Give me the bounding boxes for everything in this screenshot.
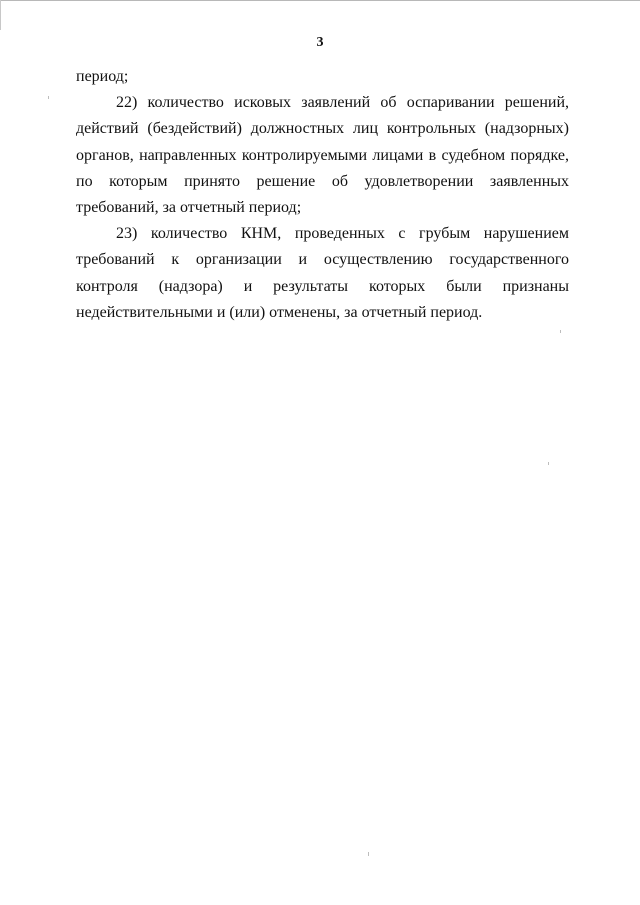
page-number: 3 bbox=[316, 35, 324, 50]
scan-speck bbox=[548, 462, 549, 465]
paragraph-item-23: 23) количество КНМ, проведенных с грубым нарушением требований к организации и осуществлению государственного контроля (надзора) и результаты которых были признаны недействительными и (или) отменены, за отчетный период. bbox=[76, 225, 569, 321]
scan-speck bbox=[48, 96, 49, 99]
scan-speck bbox=[560, 330, 561, 333]
body-text bbox=[76, 64, 569, 326]
paragraph-continuation: период; bbox=[76, 68, 129, 85]
scan-edge-left bbox=[0, 0, 1, 30]
scan-edge-top bbox=[0, 0, 640, 1]
paragraph-item-22: 22) количество исковых заявлений об оспаривании решений, действий (бездействий) должностных лиц контрольных (надзорных) органов, направленных контролируемыми лицами в судебном порядке, по которым принято решение об удовлетворении заявленных требований, за отчетный период; bbox=[76, 94, 569, 217]
scan-speck bbox=[368, 852, 369, 856]
